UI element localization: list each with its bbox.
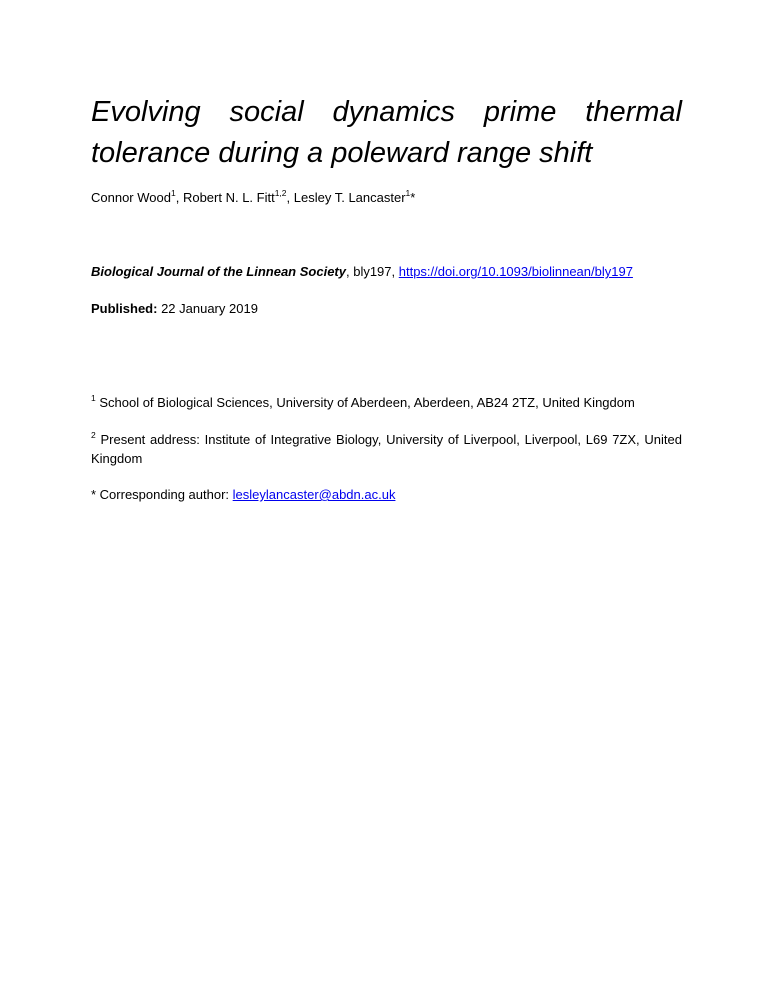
author-name: Robert N. L. Fitt: [182, 190, 275, 205]
author-separator: ,: [175, 190, 183, 205]
journal-name: Biological Journal of the Linnean Society: [91, 264, 346, 279]
published-date: 22 January 2019: [157, 301, 258, 316]
author-list: [91, 189, 682, 207]
published-line: [91, 300, 682, 318]
paper-title: Evolving social dynamics prime thermal tolerance during a poleward range shift: [91, 96, 682, 169]
affiliation-text: Present address: Institute of Integrative Biology, University of Liverpool, Liverpool, L69 7ZX, United Kingdom: [91, 432, 682, 466]
corresponding-author-mark: *: [410, 190, 416, 205]
author-name: Connor Wood: [91, 190, 171, 205]
published-label: Published:: [91, 301, 158, 316]
article-id: , bly197,: [345, 264, 399, 279]
doi-link[interactable]: https://doi.org/10.1093/biolinnean/bly197: [398, 264, 633, 279]
author-affiliation-mark: 1,2: [274, 187, 287, 198]
corresponding-email-link[interactable]: lesleylancaster@abdn.ac.uk: [232, 487, 396, 502]
author-separator: ,: [286, 190, 294, 205]
affiliation-2: [91, 430, 682, 468]
affiliation-1: [91, 393, 682, 412]
affiliation-text: School of Biological Sciences, University of Aberdeen, Aberdeen, AB24 2TZ, United Kingdom: [95, 395, 635, 410]
citation-line: [91, 263, 691, 281]
affiliation-mark: 1: [91, 392, 96, 403]
author-affiliation-mark: 1: [405, 187, 411, 198]
author-name: Lesley T. Lancaster: [293, 190, 406, 205]
author-affiliation-mark: 1: [170, 187, 176, 198]
corresponding-label: * Corresponding author:: [91, 487, 233, 502]
corresponding-author: [91, 485, 682, 504]
affiliation-mark: 2: [91, 429, 96, 440]
